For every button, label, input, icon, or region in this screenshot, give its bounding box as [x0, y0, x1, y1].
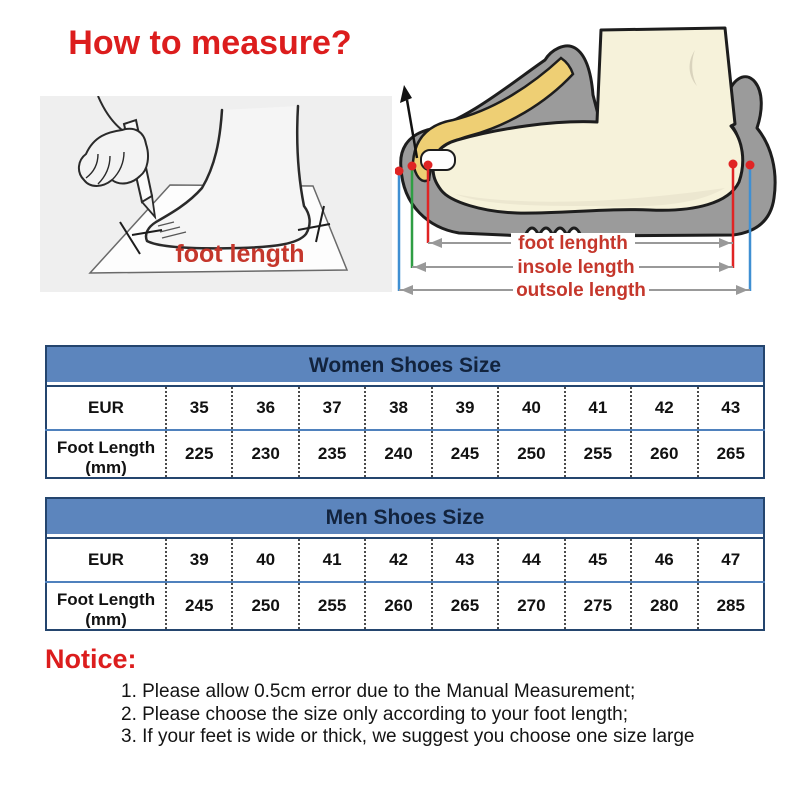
eur-size-value: 38: [365, 386, 431, 430]
notice-list: [121, 681, 694, 749]
toe-arrow-head: [400, 85, 412, 103]
women-size-table: [45, 345, 765, 479]
eur-size-value: 41: [565, 386, 631, 430]
eur-size-value: 47: [698, 538, 765, 582]
shoe-diagram-drawing: [395, 0, 795, 300]
outsole-length-label: outsole length: [516, 280, 646, 300]
eur-size-value: 37: [299, 386, 365, 430]
eur-size-value: 41: [299, 538, 365, 582]
eur-size-value: 39: [432, 386, 498, 430]
page-title: How to measure?: [68, 24, 352, 62]
eur-size-value: 45: [565, 538, 631, 582]
foot-length-value: 260: [365, 582, 431, 630]
eur-size-value: 35: [166, 386, 232, 430]
foot-length-value: 275: [565, 582, 631, 630]
notice-item: 3. If your feet is wide or thick, we suggest you choose one size large: [121, 726, 695, 747]
foot-length-value: 250: [232, 582, 298, 630]
eur-size-value: 40: [232, 538, 298, 582]
hand: [79, 129, 148, 186]
foot-length-value: 250: [498, 430, 564, 478]
foot-length-value: 225: [166, 430, 232, 478]
eur-size-value: 43: [432, 538, 498, 582]
eur-size-value: 36: [232, 386, 298, 430]
eur-size-value: 39: [166, 538, 232, 582]
foot-length-value: 245: [166, 582, 232, 630]
table-title: Women Shoes Size: [46, 346, 764, 386]
arrowhead: [401, 285, 413, 295]
row-header: EUR: [88, 550, 124, 569]
foot-length-value: 265: [698, 430, 765, 478]
eur-size-value: 43: [698, 386, 765, 430]
foot-length-value: 255: [565, 430, 631, 478]
arrowhead: [736, 285, 748, 295]
foot-length-value: 280: [631, 582, 697, 630]
foot-length-caption: foot length: [175, 240, 305, 268]
row-header: [46, 430, 166, 478]
row-header-line2: (mm): [85, 610, 127, 628]
arrowhead: [719, 262, 731, 272]
notice-item: 1. Please allow 0.5cm error due to the Manual Measurement;: [121, 681, 636, 702]
foot-length-label: foot lenghth: [518, 233, 628, 254]
foot-tracing-illustration: [40, 96, 392, 292]
eur-size-value: 42: [365, 538, 431, 582]
measure-dot: [408, 162, 417, 171]
table-title: Men Shoes Size: [46, 498, 764, 538]
row-header-line1: Foot Length: [56, 438, 156, 457]
foot-length-value: 270: [498, 582, 564, 630]
foot-length-value: 260: [631, 430, 697, 478]
foot-length-value: 265: [432, 582, 498, 630]
foot-length-value: 235: [299, 430, 365, 478]
foot-length-value: 240: [365, 430, 431, 478]
foot-length-value: 285: [698, 582, 765, 630]
notice-title: Notice:: [45, 644, 137, 674]
measure-dot: [746, 161, 755, 170]
eur-size-value: 46: [631, 538, 697, 582]
insole-length-label: insole length: [517, 257, 635, 278]
shoe-cross-section-diagram: [395, 0, 795, 300]
row-header: EUR: [88, 398, 124, 417]
eur-size-value: 44: [498, 538, 564, 582]
foot-outline: [146, 106, 310, 248]
notice-item: 2. Please choose the size only according to your foot length;: [121, 703, 628, 725]
arrowhead: [719, 238, 731, 248]
measure-dot: [424, 161, 433, 170]
measure-dot: [729, 160, 738, 169]
arrowhead: [414, 262, 426, 272]
row-header-line1: Foot Length: [56, 590, 156, 609]
arm-line: [98, 96, 122, 130]
arrowhead: [430, 238, 442, 248]
foot-length-value: 255: [299, 582, 365, 630]
men-size-table: [45, 497, 765, 631]
row-header-line2: (mm): [85, 458, 127, 476]
foot-length-value: 245: [432, 430, 498, 478]
eur-size-value: 42: [631, 386, 697, 430]
eur-size-value: 40: [498, 386, 564, 430]
row-header: [46, 582, 166, 630]
foot-length-value: 230: [232, 430, 298, 478]
